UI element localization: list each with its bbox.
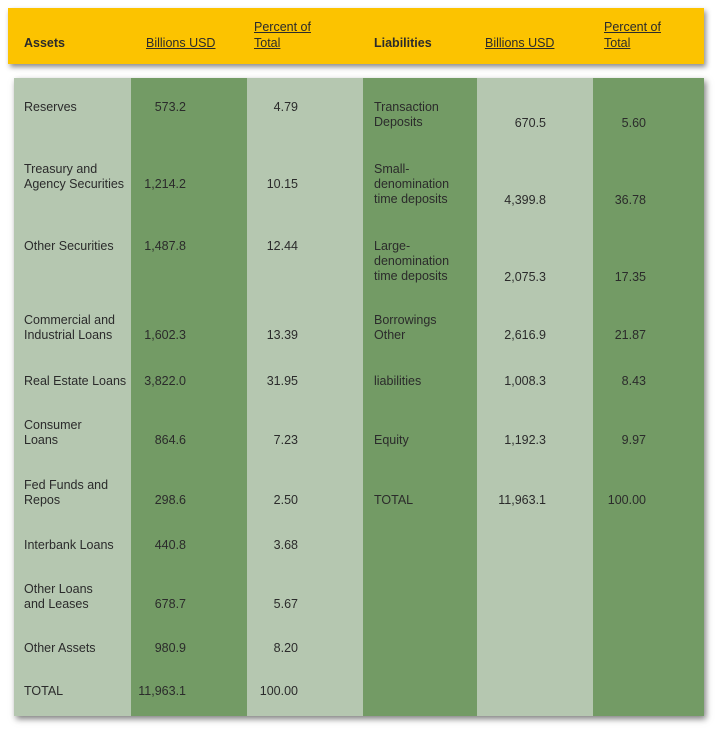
asset-label: Consumer (24, 418, 82, 432)
liability-label: time deposits (374, 269, 448, 283)
liabilities-value-column (477, 78, 593, 716)
asset-value: 1,214.2 (144, 177, 186, 191)
asset-percent: 100.00 (259, 684, 298, 698)
asset-value: 3,822.0 (144, 374, 186, 388)
asset-value: 864.6 (154, 433, 186, 447)
asset-percent: 7.23 (273, 433, 298, 447)
liability-percent: 8.43 (621, 374, 646, 388)
asset-percent: 12.44 (266, 239, 298, 253)
asset-value: 1,602.3 (144, 328, 186, 342)
asset-percent: 5.67 (273, 597, 298, 611)
billions-usd-header-liabilities: Billions USD (485, 36, 555, 50)
liability-label: time deposits (374, 192, 448, 206)
liability-value: 2,616.9 (504, 328, 546, 342)
assets-value-column (131, 78, 247, 716)
asset-label: Other Loans (24, 582, 93, 596)
asset-value: 573.2 (154, 100, 186, 114)
assets-percent-column (247, 78, 363, 716)
liability-label: Small- (374, 162, 410, 176)
liability-label: Borrowings (374, 313, 437, 327)
asset-label: Repos (24, 493, 61, 507)
liability-percent: 36.78 (614, 193, 646, 207)
table-header (8, 8, 704, 64)
liabilities-percent-column (593, 78, 704, 716)
asset-value: 980.9 (154, 641, 186, 655)
liability-percent: 5.60 (621, 116, 646, 130)
asset-label: Real Estate Loans (24, 374, 127, 388)
asset-label: Reserves (24, 100, 77, 114)
liability-value: 2,075.3 (504, 270, 546, 284)
asset-label: TOTAL (24, 684, 64, 698)
liability-label: Deposits (374, 115, 423, 129)
asset-label: and Leases (24, 597, 89, 611)
liability-value: 4,399.8 (504, 193, 546, 207)
liability-percent: 17.35 (614, 270, 646, 284)
asset-value: 440.8 (154, 538, 186, 552)
liability-label: denomination (374, 177, 450, 191)
liability-percent: 100.00 (607, 493, 646, 507)
percent-header-liabilities-line2: Total (604, 36, 631, 50)
liability-label: Other (374, 328, 406, 342)
liability-label: TOTAL (374, 493, 414, 507)
liability-percent: 21.87 (614, 328, 646, 342)
liability-label: Large- (374, 239, 411, 253)
asset-value: 11,963.1 (138, 684, 186, 698)
asset-label: Other Securities (24, 239, 114, 253)
asset-label: Commercial and (24, 313, 116, 327)
billions-usd-header-assets: Billions USD (146, 36, 216, 50)
asset-label: Other Assets (24, 641, 96, 655)
liability-label: Transaction (374, 100, 439, 114)
liability-percent: 9.97 (621, 433, 646, 447)
liability-value: 1,008.3 (504, 374, 546, 388)
percent-header-assets-line1: Percent of (254, 20, 311, 34)
asset-percent: 10.15 (266, 177, 298, 191)
percent-header-assets-line2: Total (254, 36, 281, 50)
asset-label: Treasury and (24, 162, 98, 176)
asset-value: 678.7 (154, 597, 186, 611)
asset-label: Agency Securities (24, 177, 125, 191)
assets-header: Assets (24, 36, 65, 50)
asset-percent: 13.39 (266, 328, 298, 342)
asset-percent: 4.79 (273, 100, 298, 114)
asset-percent: 3.68 (273, 538, 298, 552)
asset-label: Loans (24, 433, 59, 447)
asset-percent: 8.20 (273, 641, 298, 655)
asset-value: 1,487.8 (144, 239, 186, 253)
liability-label: liabilities (374, 374, 422, 388)
asset-percent: 31.95 (266, 374, 298, 388)
asset-value: 298.6 (154, 493, 186, 507)
percent-header-liabilities-line1: Percent of (604, 20, 661, 34)
asset-percent: 2.50 (273, 493, 298, 507)
liability-value: 1,192.3 (504, 433, 546, 447)
liability-value: 670.5 (514, 116, 546, 130)
liability-label: denomination (374, 254, 450, 268)
liability-value: 11,963.1 (498, 493, 546, 507)
balance-sheet-table (14, 78, 704, 716)
liabilities-header: Liabilities (374, 36, 432, 50)
liability-label: Equity (374, 433, 409, 447)
asset-label: Fed Funds and (24, 478, 109, 492)
asset-label: Interbank Loans (24, 538, 114, 552)
asset-label: Industrial Loans (24, 328, 113, 342)
